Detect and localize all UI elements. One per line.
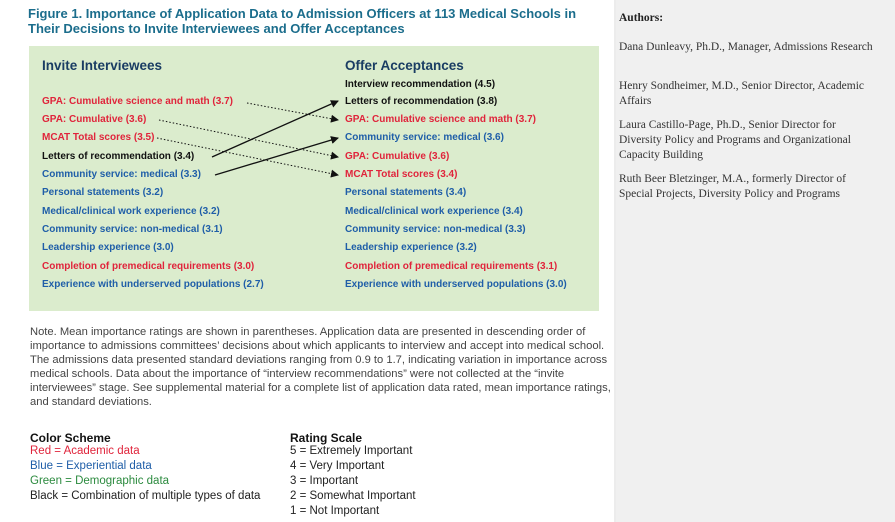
rank-change-arrows [29,46,599,311]
arrow-community-medical [215,138,338,175]
author-entry: Henry Sondheimer, M.D., Senior Director, Academic Affairs [619,80,864,107]
invite-item: Medical/clinical work experience (3.2) [42,206,220,217]
invite-item: Community service: non-medical (3.1) [42,224,223,235]
color-scheme-heading: Color Scheme [30,431,111,445]
rating-scale-item: 5 = Extremely Important [290,445,413,457]
color-scheme-item: Blue = Experiential data [30,460,152,472]
invite-item: Letters of recommendation (3.4) [42,151,195,162]
offer-item: Community service: non-medical (3.3) [345,224,526,235]
rating-scale-item: 1 = Not Important [290,505,380,517]
figure-box [29,46,599,311]
arrow-letters [212,101,338,157]
offer-item: Letters of recommendation (3.8) [345,96,498,107]
offer-item: Leadership experience (3.2) [345,242,477,253]
offer-item: Community service: medical (3.6) [345,132,504,143]
author-entry: Laura Castillo-Page, Ph.D., Senior Director for Diversity Policy and Programs and Organizational Capacity Building [619,119,851,161]
arrow-gpa-science [247,103,338,120]
authors-panel [616,0,895,522]
arrow-mcat [157,138,338,175]
arrow-gpa-cumulative [159,120,338,157]
invite-item: MCAT Total scores (3.5) [42,132,155,143]
rating-scale-heading: Rating Scale [290,431,363,445]
color-scheme-item: Green = Demographic data [30,475,170,487]
offer-item: GPA: Cumulative science and math (3.7) [345,114,536,125]
offer-item: Medical/clinical work experience (3.4) [345,206,523,217]
color-scheme-item: Black = Combination of multiple types of data [30,490,261,502]
offer-heading: Offer Acceptances [345,58,464,73]
rating-scale-item: 2 = Somewhat Important [290,490,416,502]
invite-item: GPA: Cumulative (3.6) [42,114,147,125]
offer-item: Experience with underserved populations (3.0) [345,279,567,290]
authors-heading: Authors: [619,12,664,24]
rating-scale-item: 3 = Important [290,475,359,487]
invite-item: Completion of premedical requirements (3.0) [42,261,255,272]
offer-item: MCAT Total scores (3.4) [345,169,458,180]
figure-note: Note. Mean importance ratings are shown in parentheses. Application data are presented in descending order of importance to admissions committees’ decisions about which applicants to interview and accept into medical school. The admissions data presented standard deviations ranging from 0.9 to 1.7, indicating variation in importance across medical schools. Data about the importance of “interview recommendations” were not collected at the “invite interviewees” stage. See supplemental material for a complete list of application data rated, mean importance ratings, and standard deviations. [30,326,611,408]
invite-item: Community service: medical (3.3) [42,169,201,180]
invite-item: GPA: Cumulative science and math (3.7) [42,96,233,107]
invite-item: Personal statements (3.2) [42,187,164,198]
offer-item: Completion of premedical requirements (3.1) [345,261,558,272]
author-entry: Dana Dunleavy, Ph.D., Manager, Admissions Research [619,41,873,53]
offer-item: Personal statements (3.4) [345,187,467,198]
invite-item: Experience with underserved populations (2.7) [42,279,264,290]
invite-item: Leadership experience (3.0) [42,242,174,253]
invite-heading: Invite Interviewees [42,58,163,73]
color-scheme-item: Red = Academic data [30,445,140,457]
offer-item: Interview recommendation (4.5) [345,79,496,90]
author-entry: Ruth Beer Bletzinger, M.A., formerly Director of Special Projects, Diversity Policy and Programs [619,173,846,200]
figure-title: Figure 1. Importance of Application Data to Admission Officers at 113 Medical Schools in Their Decisions to Invite Interviewees and Offer Acceptances [28,6,577,36]
offer-item: GPA: Cumulative (3.6) [345,151,450,162]
rating-scale-item: 4 = Very Important [290,460,385,472]
